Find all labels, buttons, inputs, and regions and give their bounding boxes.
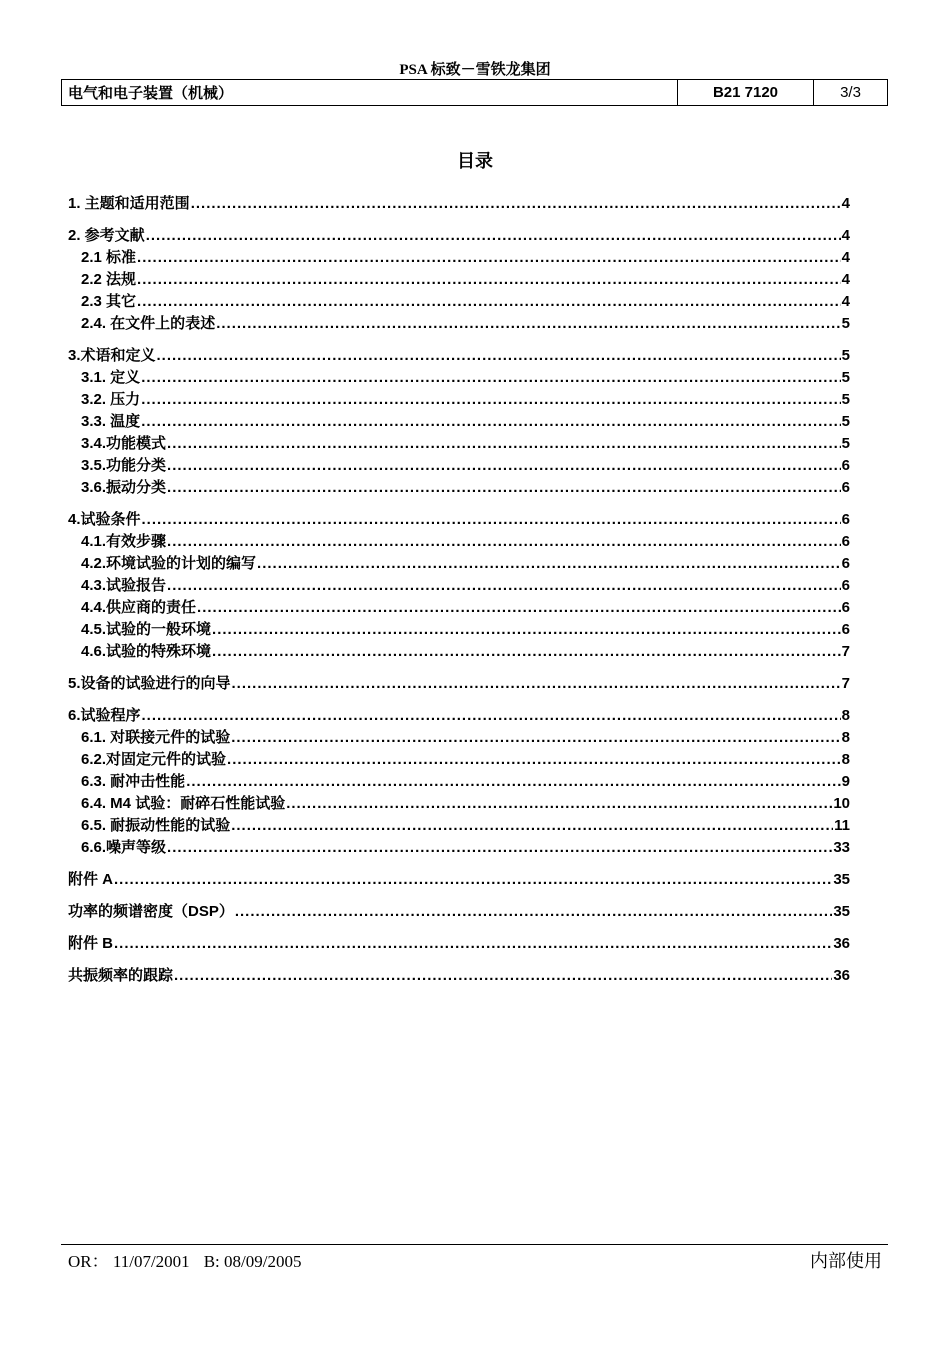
toc-entry-label: 附件 B <box>68 935 114 952</box>
toc-entry-page: 4 <box>841 249 850 266</box>
toc-dot-leader <box>141 411 840 433</box>
toc-dot-leader <box>167 531 841 553</box>
toc-entry-label: 3.2. 压力 <box>81 391 141 408</box>
toc-entry-page: 4 <box>841 227 850 244</box>
toc-entry-page: 6 <box>841 511 850 528</box>
toc-entry[interactable] <box>68 531 850 553</box>
toc-entry-label: 4.3.试验报告 <box>81 577 167 594</box>
toc-dot-leader <box>174 965 832 987</box>
toc-entry[interactable] <box>68 673 850 695</box>
toc-dot-leader <box>114 933 832 955</box>
company-header: PSA 标致－雪铁龙集团 <box>399 62 551 78</box>
toc-dot-leader <box>114 869 832 891</box>
toc-entry-label: 6.4. M4 试验：耐碎石性能试验 <box>81 795 286 812</box>
toc-entry[interactable] <box>68 433 850 455</box>
toc-entry[interactable] <box>68 193 850 215</box>
toc-dot-leader <box>197 597 841 619</box>
toc-entry-label: 功率的频谱密度（DSP） <box>68 903 234 920</box>
document-title: 电气和电子装置（机械） <box>62 80 678 106</box>
toc-entry-label: 3.6.振动分类 <box>81 479 167 496</box>
toc-entry[interactable] <box>68 269 850 291</box>
toc-entry-label: 2.2 法规 <box>81 271 137 288</box>
toc-entry[interactable] <box>68 901 850 923</box>
toc-dot-leader <box>186 771 840 793</box>
toc-entry-label: 共振频率的跟踪 <box>68 967 174 984</box>
toc-entry-label: 4.6.试验的特殊环境 <box>81 643 212 660</box>
toc-entry[interactable] <box>68 641 850 663</box>
toc-entry[interactable] <box>68 389 850 411</box>
toc-entry[interactable] <box>68 345 850 367</box>
toc-entry-page: 4 <box>841 293 850 310</box>
toc-dot-leader <box>227 749 841 771</box>
toc-entry[interactable] <box>68 837 850 859</box>
toc-dot-leader <box>231 727 840 749</box>
toc-entry-page: 5 <box>841 435 850 452</box>
toc-entry-page: 5 <box>841 369 850 386</box>
toc-entry[interactable] <box>68 815 850 837</box>
toc-entry-label: 2.1 标准 <box>81 249 137 266</box>
toc-entry-page: 5 <box>841 413 850 430</box>
toc-entry-page: 7 <box>841 675 850 692</box>
toc-dot-leader <box>191 193 841 215</box>
toc-entry-label: 6.5. 耐振动性能的试验 <box>81 817 231 834</box>
original-date: OR： 11/07/2001 <box>68 1252 190 1271</box>
toc-entry-label: 6.2.对固定元件的试验 <box>81 751 227 768</box>
toc-dot-leader <box>141 367 840 389</box>
toc-entry-label: 3.术语和定义 <box>68 347 156 364</box>
toc-entry[interactable] <box>68 455 850 477</box>
toc-entry[interactable] <box>68 411 850 433</box>
toc-entry-page: 6 <box>841 621 850 638</box>
toc-entry-page: 9 <box>841 773 850 790</box>
toc-entry-label: 6.6.噪声等级 <box>81 839 167 856</box>
toc-entry-label: 3.5.功能分类 <box>81 457 167 474</box>
toc-dot-leader <box>235 901 832 923</box>
toc-entry-label: 4.5.试验的一般环境 <box>81 621 212 638</box>
footer-divider <box>61 1244 888 1245</box>
toc-entry-page: 6 <box>841 533 850 550</box>
toc-entry-page: 5 <box>841 347 850 364</box>
toc-dot-leader <box>167 837 832 859</box>
toc-dot-leader <box>257 553 841 575</box>
toc-entry-page: 6 <box>841 457 850 474</box>
toc-dot-leader <box>141 389 840 411</box>
toc-entry[interactable] <box>68 509 850 531</box>
toc-entry[interactable] <box>68 705 850 727</box>
toc-dot-leader <box>216 313 840 335</box>
toc-entry[interactable] <box>68 869 850 891</box>
toc-entry-label: 6.3. 耐冲击性能 <box>81 773 186 790</box>
revision-date: B: 08/09/2005 <box>203 1252 302 1271</box>
page-indicator: 3/3 <box>814 80 888 106</box>
toc-entry-label: 4.1.有效步骤 <box>81 533 167 550</box>
toc-dot-leader <box>137 269 841 291</box>
toc-entry-page: 4 <box>841 271 850 288</box>
toc-entry[interactable] <box>68 367 850 389</box>
toc-entry[interactable] <box>68 619 850 641</box>
toc-entry[interactable] <box>68 771 850 793</box>
toc-dot-leader <box>146 225 841 247</box>
toc-entry-page: 36 <box>833 967 850 984</box>
toc-entry-page: 6 <box>841 555 850 572</box>
toc-dot-leader <box>167 575 841 597</box>
toc-entry-label: 4.4.供应商的责任 <box>81 599 197 616</box>
toc-entry[interactable] <box>68 313 850 335</box>
toc-dot-leader <box>212 641 841 663</box>
toc-entry[interactable] <box>68 749 850 771</box>
toc-entry-page: 8 <box>841 707 850 724</box>
toc-dot-leader <box>157 345 841 367</box>
document-header-table <box>61 79 888 106</box>
toc-dot-leader <box>231 815 833 837</box>
toc-dot-leader <box>167 433 841 455</box>
toc-entry[interactable] <box>68 553 850 575</box>
toc-entry-page: 35 <box>833 871 850 888</box>
toc-dot-leader <box>167 455 841 477</box>
toc-dot-leader <box>137 247 841 269</box>
toc-entry-page: 6 <box>841 599 850 616</box>
toc-entry-page: 8 <box>841 729 850 746</box>
toc-entry-label: 2. 参考文献 <box>68 227 145 244</box>
toc-entry-label: 4.试验条件 <box>68 511 141 528</box>
toc-dot-leader <box>142 509 841 531</box>
toc-dot-leader <box>137 291 841 313</box>
toc-dot-leader <box>142 705 841 727</box>
toc-entry-page: 7 <box>841 643 850 660</box>
toc-entry-page: 10 <box>833 795 850 812</box>
toc-dot-leader <box>232 673 841 695</box>
document-number: B21 7120 <box>678 80 814 106</box>
toc-entry-page: 5 <box>841 391 850 408</box>
toc-entry-page: 33 <box>833 839 850 856</box>
toc-entry[interactable] <box>68 225 850 247</box>
toc-entry-label: 6.试验程序 <box>68 707 141 724</box>
toc-entry[interactable] <box>68 933 850 955</box>
toc-entry[interactable] <box>68 597 850 619</box>
toc-entry[interactable] <box>68 477 850 499</box>
toc-entry-page: 6 <box>841 479 850 496</box>
toc-entry[interactable] <box>68 727 850 749</box>
toc-entry-label: 2.3 其它 <box>81 293 137 310</box>
toc-dot-leader <box>167 477 841 499</box>
toc-entry-label: 5.设备的试验进行的向导 <box>68 675 231 692</box>
toc-entry-label: 4.2.环境试验的计划的编写 <box>81 555 257 572</box>
toc-dot-leader <box>286 793 832 815</box>
toc-entry[interactable] <box>68 965 850 987</box>
toc-dot-leader <box>212 619 841 641</box>
classification-label: 内部使用 <box>810 1251 882 1271</box>
toc-entry-page: 4 <box>841 195 850 212</box>
toc-entry-label: 6.1. 对联接元件的试验 <box>81 729 231 746</box>
toc-entry-page: 36 <box>833 935 850 952</box>
toc-entry-label: 1. 主题和适用范围 <box>68 195 190 212</box>
toc-entry[interactable] <box>68 575 850 597</box>
toc-entry-label: 2.4. 在文件上的表述 <box>81 315 216 332</box>
toc-entry[interactable] <box>68 247 850 269</box>
toc-entry-page: 6 <box>841 577 850 594</box>
toc-entry-label: 附件 A <box>68 871 114 888</box>
toc-entry-page: 8 <box>841 751 850 768</box>
footer-dates <box>68 1247 315 1272</box>
toc-entry-label: 3.3. 温度 <box>81 413 141 430</box>
toc-entry-label: 3.4.功能模式 <box>81 435 167 452</box>
toc-entry-page: 35 <box>833 903 850 920</box>
toc-entry-label: 3.1. 定义 <box>81 369 141 386</box>
toc-entry-page: 5 <box>841 315 850 332</box>
table-of-contents <box>68 193 850 987</box>
toc-entry[interactable] <box>68 793 850 815</box>
toc-title: 目录 <box>457 151 493 171</box>
toc-entry-page: 11 <box>834 817 850 834</box>
toc-entry[interactable] <box>68 291 850 313</box>
